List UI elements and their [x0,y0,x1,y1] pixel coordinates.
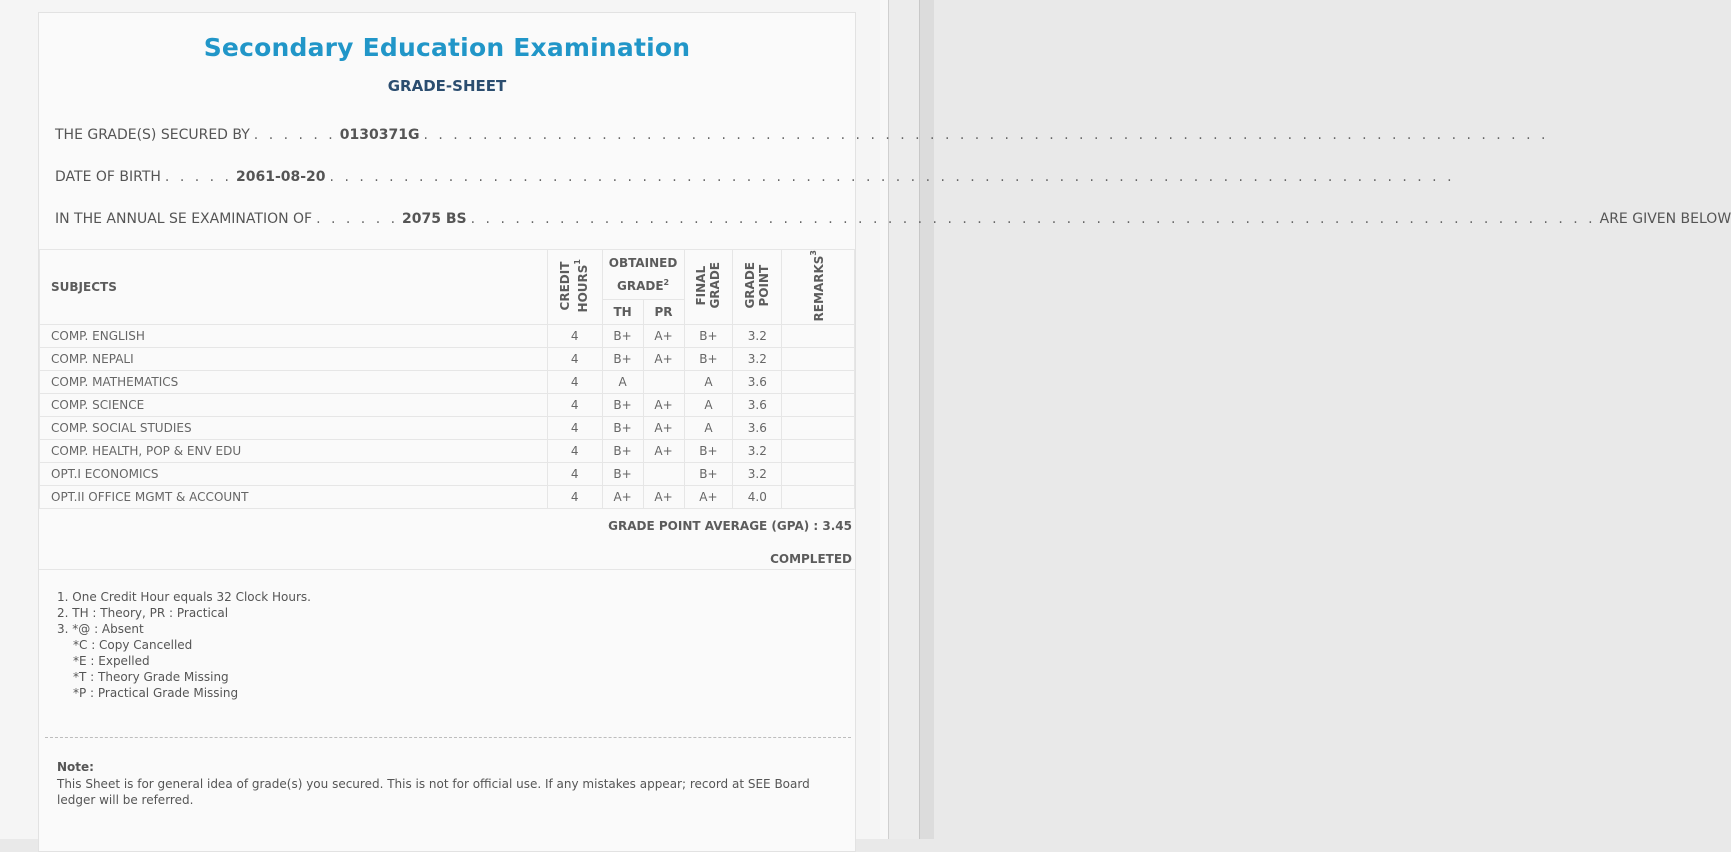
pr-grade-cell: A+ [643,348,684,371]
leader-dots: . . . . . . . . . . . . . . . . . . . . . . . . . . . . . . . . . . . . . . . . . . . . . . . . . . . . . . . . . . . . . . . . . . . . . . . . . . . . [329,169,1455,185]
pr-grade-cell: A+ [643,394,684,417]
col-subjects: SUBJECTS [40,250,548,325]
remarks-cell [782,440,855,463]
dob-value: 2061-08-20 [235,169,326,185]
final-grade-cell: A [684,371,733,394]
remarks-cell [782,417,855,440]
pr-grade-cell: A+ [643,325,684,348]
exam-label: IN THE ANNUAL SE EXAMINATION OF [55,211,313,227]
footnote-subitem: *E : Expelled [73,654,150,668]
remarks-cell [782,486,855,509]
note-title: Note: [57,760,94,774]
leader-dots: . . . . . . [316,211,399,227]
grade-point-cell: 3.6 [733,417,782,440]
subject-cell: COMP. ENGLISH [40,325,548,348]
th-grade-cell: B+ [602,417,643,440]
subject-cell: COMP. SOCIAL STUDIES [40,417,548,440]
col-th: TH [602,300,643,325]
footnote-item: 2. TH : Theory, PR : Practical [57,606,229,620]
final-grade-cell: B+ [684,463,733,486]
grade-point-cell: 3.2 [733,440,782,463]
leader-dots: . . . . . . . . . . . . . . . . . . . . . . . . . . . . . . . . . . . . . . . . . . . . . . . . . . . . . . . . . . . . . . . . . . . . . . . . . . . . [423,127,1549,143]
pr-grade-cell: A+ [643,417,684,440]
final-grade-cell: A [684,417,733,440]
status-badge: COMPLETED [770,552,852,566]
final-grade-cell: A [684,394,733,417]
grade-point-cell: 3.6 [733,394,782,417]
gpa-summary: GRADE POINT AVERAGE (GPA) : 3.45 [608,519,852,533]
th-grade-cell: A [602,371,643,394]
subject-cell: OPT.II OFFICE MGMT & ACCOUNT [40,486,548,509]
th-grade-cell: A+ [602,486,643,509]
col-pr: PR [643,300,684,325]
grade-point-cell: 3.6 [733,371,782,394]
final-grade-cell: A+ [684,486,733,509]
credit-cell: 4 [547,325,602,348]
dob-label: DATE OF BIRTH [55,169,161,185]
pr-grade-cell: A+ [643,440,684,463]
subject-cell: COMP. MATHEMATICS [40,371,548,394]
pr-grade-cell [643,371,684,394]
table-row [40,463,855,486]
credit-cell: 4 [547,440,602,463]
exam-tail: ARE GIVEN BELOW [1599,211,1731,227]
secured-by-label: THE GRADE(S) SECURED BY [55,127,250,143]
leader-dots: . . . . . . . . . . . . . . . . . . . . . . . . . . . . . . . . . . . . . . . . . . . . . . . . . . . . . . . . . . . . . . . . . . . . . . . . . . . . [470,211,1596,227]
credit-cell: 4 [547,463,602,486]
table-row [40,417,855,440]
table-row [40,325,855,348]
col-final-grade: FINAL GRADE [684,250,733,325]
page-gutter [880,0,889,839]
secured-by-line [55,127,1549,143]
table-row [40,394,855,417]
remarks-cell [782,348,855,371]
credit-cell: 4 [547,371,602,394]
pr-grade-cell: A+ [643,486,684,509]
grade-point-cell: 3.2 [733,463,782,486]
footnote-subitem: *C : Copy Cancelled [73,638,193,652]
table-row [40,371,855,394]
subject-cell: COMP. HEALTH, POP & ENV EDU [40,440,548,463]
th-grade-cell: B+ [602,440,643,463]
pr-grade-cell [643,463,684,486]
scrollbar[interactable] [919,0,934,839]
col-obtained-grade: OBTAINED GRADE$^2$ [602,250,684,300]
footnote-item: 1. One Credit Hour equals 32 Clock Hours. [57,590,311,604]
th-grade-cell: B+ [602,348,643,371]
leader-dots: . . . . . . [253,127,336,143]
symbol-number: 0130371G [339,127,420,143]
col-credit-hours: CREDIT HOURS$^1$ [547,250,602,325]
credit-cell: 4 [547,394,602,417]
subject-cell: COMP. SCIENCE [40,394,548,417]
dob-line [55,169,1455,185]
table-row [40,348,855,371]
footnote-subitem: *P : Practical Grade Missing [73,686,239,700]
grade-sheet [38,12,1731,852]
page-side-panel [889,0,919,839]
grade-point-cell: 3.2 [733,348,782,371]
footnote-item: 3. *@ : Absent [57,622,144,636]
subject-cell: COMP. NEPALI [40,348,548,371]
th-grade-cell: B+ [602,394,643,417]
subject-cell: OPT.I ECONOMICS [40,463,548,486]
col-remarks: REMARKS$^3$ [782,250,855,325]
grade-point-cell: 3.2 [733,325,782,348]
page-subtitle: GRADE-SHEET [387,77,507,95]
final-grade-cell: B+ [684,348,733,371]
th-grade-cell: B+ [602,325,643,348]
footnote-subitem: *T : Theory Grade Missing [73,670,229,684]
col-grade-point: GRADE POINT [733,250,782,325]
final-grade-cell: B+ [684,440,733,463]
remarks-cell [782,394,855,417]
note-body: This Sheet is for general idea of grade(s) you secured. This is not for official use. If any mistakes appear; record at SEE Board ledger will be referred. [57,777,810,807]
final-grade-cell: B+ [684,325,733,348]
page-title: Secondary Education Examination [203,33,691,62]
exam-line [55,211,1731,227]
remarks-cell [782,463,855,486]
footnotes [57,589,311,701]
credit-cell: 4 [547,348,602,371]
grade-point-cell: 4.0 [733,486,782,509]
table-row [40,486,855,509]
dashed-divider [45,737,851,738]
table-row [40,440,855,463]
th-grade-cell: B+ [602,463,643,486]
credit-cell: 4 [547,486,602,509]
exam-year: 2075 BS [402,211,467,227]
grades-table [39,249,855,509]
remarks-cell [782,325,855,348]
leader-dots: . . . . . [164,169,232,185]
remarks-cell [782,371,855,394]
divider [39,569,855,570]
credit-cell: 4 [547,417,602,440]
